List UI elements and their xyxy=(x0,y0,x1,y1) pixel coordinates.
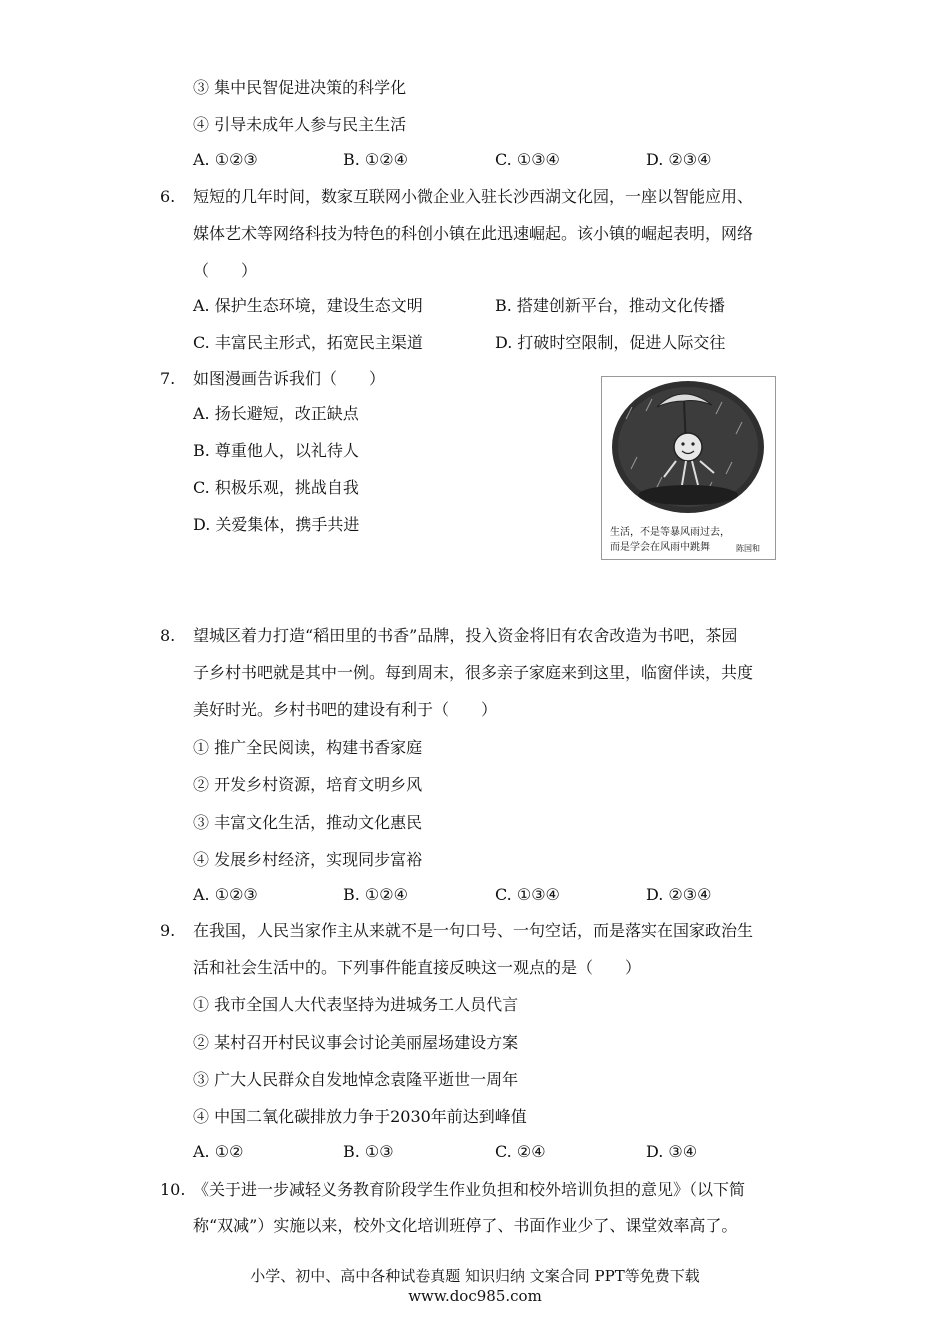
question-8-stem-line3: 美好时光。乡村书吧的建设有利于（ ） xyxy=(193,700,498,719)
option-c: C. ①③④ xyxy=(495,150,560,169)
cartoon-caption-line2: 而是学会在风雨中跳舞 xyxy=(610,542,710,553)
statement-2: ② 某村召开村民议事会讨论美丽屋场建设方案 xyxy=(193,1033,519,1052)
option-b: B. 尊重他人，以礼待人 xyxy=(193,441,359,460)
cartoon-image xyxy=(601,376,776,560)
statement-3: ③ 广大人民群众自发地悼念袁隆平逝世一周年 xyxy=(193,1070,519,1089)
question-10-stem-line1: 《关于进一步减轻义务教育阶段学生作业负担和校外培训负担的意见》（以下简 xyxy=(193,1180,746,1199)
statement-1: ① 推广全民阅读，构建书香家庭 xyxy=(193,738,423,757)
statement-4: ④ 中国二氧化碳排放力争于2030年前达到峰值 xyxy=(193,1107,527,1126)
statement-3: ③ 丰富文化生活，推动文化惠民 xyxy=(193,813,423,832)
statement-1: ① 我市全国人大代表坚持为进城务工人员代言 xyxy=(193,995,519,1014)
option-d: D. 打破时空限制，促进人际交往 xyxy=(495,333,726,352)
option-a: A. ①②③ xyxy=(193,885,258,904)
statement-4: ④ 引导未成年人参与民主生活 xyxy=(193,115,407,134)
question-10-stem-line2: 称“双减”）实施以来，校外文化培训班停了、书面作业少了、课堂效率高了。 xyxy=(193,1216,738,1235)
option-a: A. 扬长避短，改正缺点 xyxy=(193,404,359,423)
cartoon-caption-line1: 生活，不是等暴风雨过去， xyxy=(610,527,730,538)
option-a: A. ①②③ xyxy=(193,150,258,169)
option-d: D. ②③④ xyxy=(646,885,712,904)
question-7-number: 7. xyxy=(160,369,176,388)
question-9-stem-line2: 活和社会生活中的。下列事件能直接反映这一观点的是（ ） xyxy=(193,958,642,977)
question-10-number: 10. xyxy=(160,1180,186,1199)
statement-2: ② 开发乡村资源，培育文明乡风 xyxy=(193,775,423,794)
option-c: C. 丰富民主形式，拓宽民主渠道 xyxy=(193,333,423,352)
option-a: A. ①② xyxy=(193,1142,244,1161)
question-6-stem-line3: （ ） xyxy=(193,261,258,280)
statement-4: ④ 发展乡村经济，实现同步富裕 xyxy=(193,850,423,869)
option-a: A. 保护生态环境，建设生态文明 xyxy=(193,296,423,315)
option-d: D. ③④ xyxy=(646,1142,698,1161)
option-b: B. ①③ xyxy=(343,1142,394,1161)
footer-promo-text: 小学、初中、高中各种试卷真题 知识归纳 文案合同 PPT等免费下载 xyxy=(250,1267,700,1285)
question-8-stem-line1: 望城区着力打造“稻田里的书香”品牌，投入资金将旧有农舍改造为书吧，茶园 xyxy=(193,626,738,645)
question-9-number: 9. xyxy=(160,921,176,940)
question-6-number: 6. xyxy=(160,187,176,206)
question-6-stem-line1: 短短的几年时间，数家互联网小微企业入驻长沙西湖文化园，一座以智能应用、 xyxy=(193,187,754,206)
option-c: C. 积极乐观，挑战自我 xyxy=(193,478,359,497)
question-8-number: 8. xyxy=(160,626,176,645)
question-6-stem-line2: 媒体艺术等网络科技为特色的科创小镇在此迅速崛起。该小镇的崛起表明，网络 xyxy=(193,224,754,243)
question-9-stem-line1: 在我国，人民当家作主从来就不是一句口号、一句空话，而是落实在国家政治生 xyxy=(193,921,754,940)
cartoon-signature: 陈国和 xyxy=(736,544,760,553)
option-b: B. 搭建创新平台，推动文化传播 xyxy=(495,296,725,315)
option-c: C. ②④ xyxy=(495,1142,546,1161)
option-b: B. ①②④ xyxy=(343,885,408,904)
option-d: D. 关爱集体，携手共进 xyxy=(193,515,360,534)
footer-website-link[interactable]: www.doc985.com xyxy=(408,1287,542,1305)
option-c: C. ①③④ xyxy=(495,885,560,904)
option-b: B. ①②④ xyxy=(343,150,408,169)
cartoon-illustration xyxy=(602,377,775,517)
statement-3: ③ 集中民智促进决策的科学化 xyxy=(193,78,407,97)
question-8-stem-line2: 子乡村书吧就是其中一例。每到周末，很多亲子家庭来到这里，临窗伴读，共度 xyxy=(193,663,754,682)
question-7-stem: 如图漫画告诉我们（ ） xyxy=(193,369,386,388)
option-d: D. ②③④ xyxy=(646,150,712,169)
